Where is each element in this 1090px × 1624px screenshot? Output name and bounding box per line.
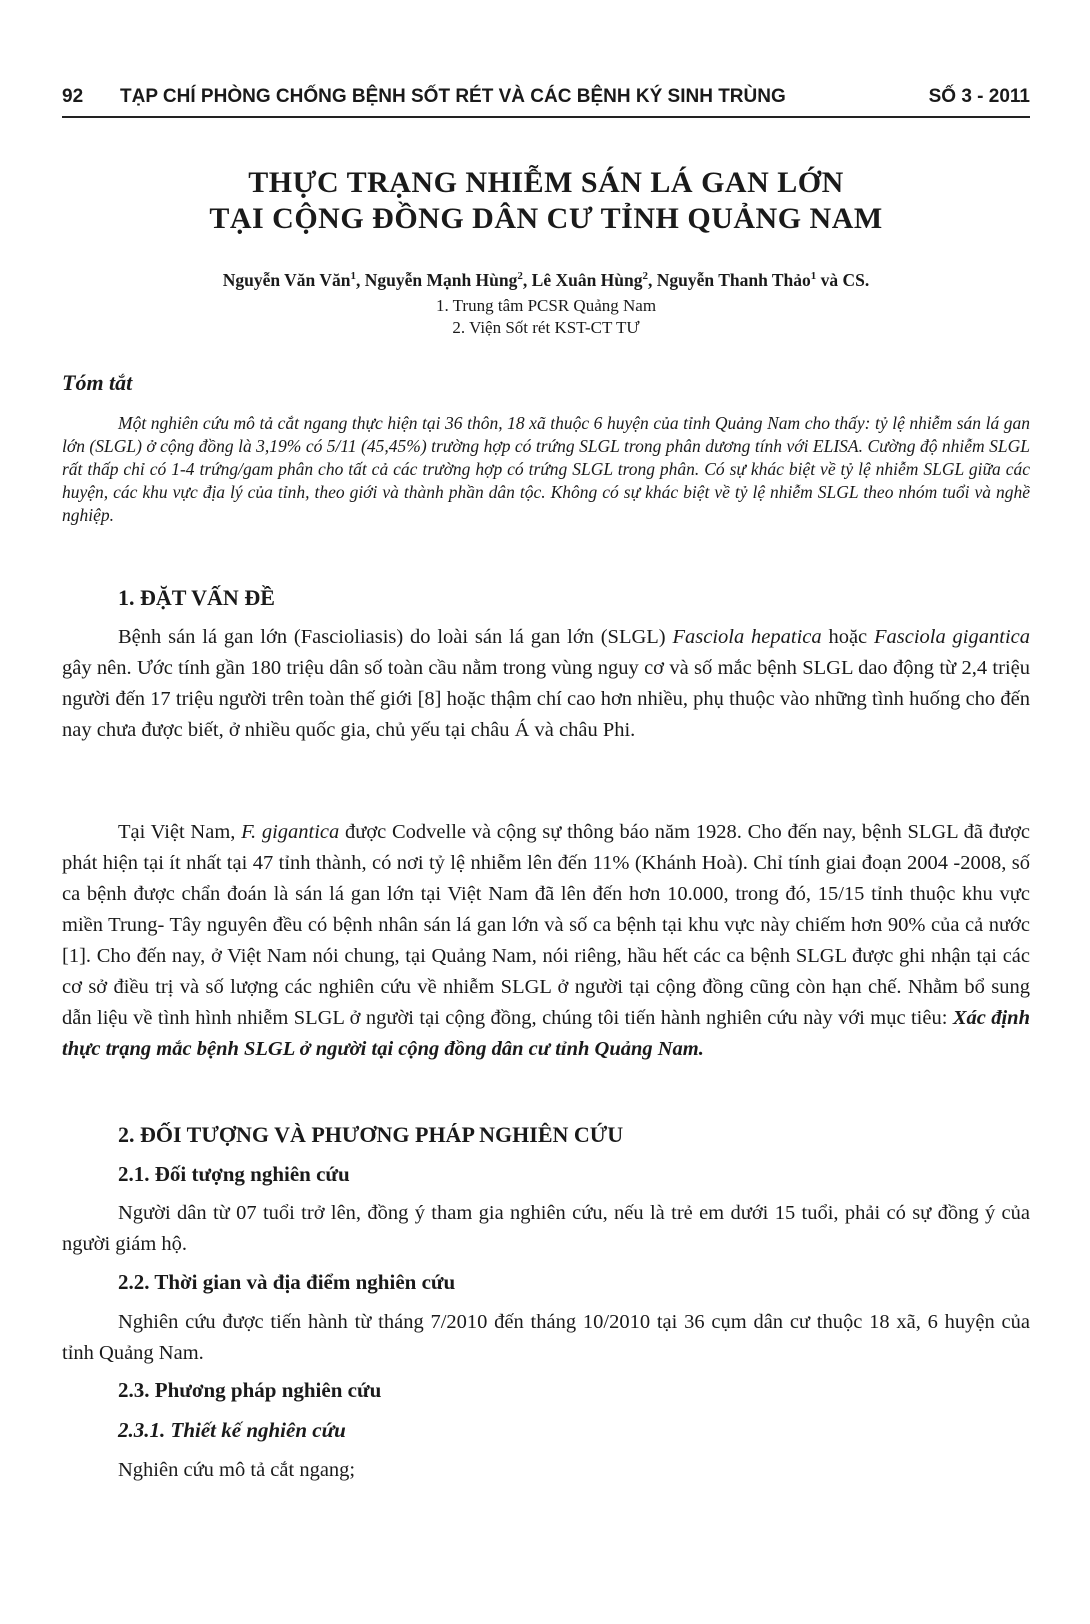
affiliation-2: 2. Viện Sốt rét KST-CT TƯ	[452, 318, 640, 337]
section-2-heading: 2. ĐỐI TƯỢNG VÀ PHƯƠNG PHÁP NGHIÊN CỨU	[118, 1122, 624, 1147]
species-name: Fasciola hepatica	[672, 626, 822, 648]
page-number: 92	[62, 86, 84, 107]
abstract-text: Một nghiên cứu mô tả cắt ngang thực hiện tại 36 thôn, 18 xã thuộc 6 huyện của tỉnh Quảng Nam cho thấy: tỷ lệ nhiễm sán lá gan lớn (SLGL) ở cộng đồng là 3,19% có 5/11 (45,45%) trường hợp có trứng SLGL trong phân dương tính với ELISA. Cường độ nhiễm SLGL rất thấp chỉ có 1-4 trứng/gam phân cho tất cả các trường hợp có trứng SLGL trong phân. Có sự khác biệt về tỷ lệ nhiễm SLGL giữa các huyện, các khu vực địa lý của tỉnh, theo giới và thành phần dân tộc. Không có sự khác biệt về tỷ lệ nhiễm SLGL theo nhóm tuổi và nghề nghiệp.	[62, 413, 1030, 525]
author-affiliation-mark: 1	[350, 270, 356, 283]
author-name: Nguyễn Văn Văn	[222, 270, 351, 290]
author-list: Nguyễn Văn Văn$^1$, Nguyễn Mạnh Hùng$^2$, Lê Xuân Hùng$^2$, Nguyễn Thanh Thảo$^1$ và CS.	[222, 270, 870, 290]
author-name: Lê Xuân Hùng	[531, 270, 643, 290]
study-objective: Xác định thực trạng mắc bệnh SLGL ở người tại cộng đồng dân cư tỉnh Quảng Nam.	[62, 1007, 1030, 1060]
species-name: F. gigantica	[241, 821, 340, 843]
section-1-paragraph-1: Bệnh sán lá gan lớn (Fascioliasis) do loài sán lá gan lớn (SLGL) Fasciola hepatica hoặc Fasciola gigantica gây nên. Ước tính gần 180 triệu dân số toàn cầu nằm trong vùng nguy cơ và số mắc bệnh SLGL dao động từ 2,4 triệu người đến 17 triệu người trên toàn thế giới [8] hoặc thậm chí cao hơn nhiều, phụ thuộc vào những tình huống cho đến nay chưa được biết, ở nhiều quốc gia, chủ yếu tại châu Á và châu Phi.	[62, 626, 1030, 741]
abstract-heading: Tóm tắt	[62, 370, 133, 395]
section-1-paragraph-2: Tại Việt Nam, F. gigantica được Codvelle và cộng sự thông báo năm 1928. Cho đến nay, bệnh SLGL đã được phát hiện tại ít nhất tại 47 tỉnh thành, có nơi tỷ lệ nhiễm lên đến 11% (Khánh Hoà). Chỉ tính giai đoạn 2004 -2008, số ca bệnh được chẩn đoán là sán lá gan lớn tại Việt Nam đã lên đến hơn 10.000, trong đó, 15/15 tỉnh thuộc khu vực miền Trung- Tây nguyên đều có bệnh nhân sán lá gan lớn và số ca bệnh tại khu vực này chiếm hơn 90% của cả nước [1]. Cho đến nay, ở Việt Nam nói chung, tại Quảng Nam, nói riêng, hầu hết các ca bệnh SLGL được ghi nhận tại các cơ sở điều trị và số lượng các nghiên cứu về nhiễm SLGL ở người tại cộng đồng cũng còn hạn chế. Nhằm bổ sung dẫn liệu về tình hình nhiễm SLGL ở người tại cộng đồng, chúng tôi tiến hành nghiên cứu này với mục tiêu: Xác định thực trạng mắc bệnh SLGL ở người tại cộng đồng dân cư tỉnh Quảng Nam.	[62, 821, 1031, 1060]
author-name: Nguyễn Mạnh Hùng	[364, 270, 518, 290]
section-2-3-1-text: Nghiên cứu mô tả cắt ngang;	[118, 1459, 356, 1481]
section-2-1-heading: 2.1. Đối tượng nghiên cứu	[118, 1162, 350, 1186]
affiliation-1: 1. Trung tâm PCSR Quảng Nam	[435, 296, 657, 315]
section-2-2-heading: 2.2. Thời gian và địa điểm nghiên cứu	[118, 1270, 456, 1294]
journal-name: TẠP CHÍ PHÒNG CHỐNG BỆNH SỐT RÉT VÀ CÁC BỆNH KÝ SINH TRÙNG	[120, 86, 786, 107]
section-2-2-text: Nghiên cứu được tiến hành từ tháng 7/2010 đến tháng 10/2010 tại 36 cụm dân cư thuộc 18 xã, 6 huyện của tỉnh Quảng Nam.	[62, 1311, 1030, 1364]
author-name: Nguyễn Thanh Thảo	[656, 270, 811, 290]
author-affiliation-mark: 2	[517, 270, 523, 283]
running-header	[62, 84, 1030, 118]
author-affiliation-mark: 2	[642, 270, 649, 283]
issue-number: SỐ 3 - 2011	[928, 86, 1030, 107]
authors-suffix: và CS.	[820, 270, 870, 290]
article-title-line-1: THỰC TRẠNG NHIỄM SÁN LÁ GAN LỚN	[248, 166, 844, 199]
section-2-1-text: Người dân từ 07 tuổi trở lên, đồng ý tham gia nghiên cứu, nếu là trẻ em dưới 15 tuổi, phải có sự đồng ý của người giám hộ.	[62, 1202, 1030, 1255]
author-affiliation-mark: 1	[810, 270, 817, 283]
section-2-3-heading: 2.3. Phương pháp nghiên cứu	[118, 1378, 382, 1402]
article-title-line-2: TẠI CỘNG ĐỒNG DÂN CƯ TỈNH QUẢNG NAM	[209, 202, 883, 235]
species-name: Fasciola gigantica	[873, 626, 1030, 648]
section-2-3-1-heading: 2.3.1. Thiết kế nghiên cứu	[118, 1418, 346, 1442]
section-1-heading: 1. ĐẶT VẤN ĐỀ	[118, 585, 275, 610]
